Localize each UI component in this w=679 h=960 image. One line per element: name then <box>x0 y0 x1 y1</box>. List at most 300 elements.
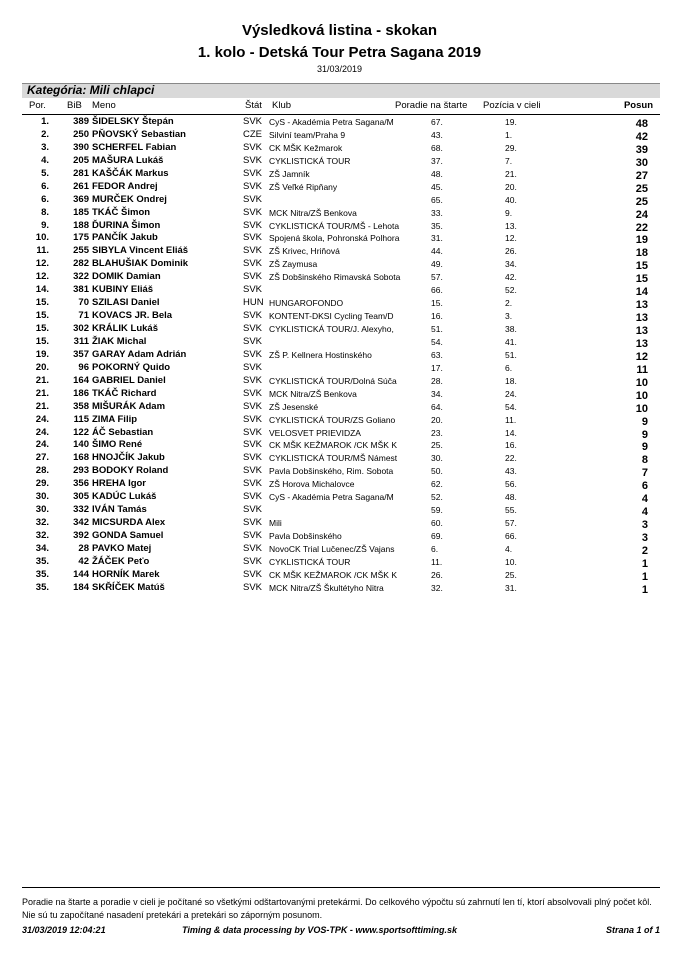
cell-bib: 357 <box>73 348 89 360</box>
cell-bib: 305 <box>73 491 89 503</box>
cell-posun: 13 <box>635 337 648 350</box>
cell-state: SVK <box>243 478 263 490</box>
cell-finish: 18. <box>505 375 517 386</box>
cell-state: SVK <box>243 154 263 166</box>
cell-bib: 311 <box>73 335 89 347</box>
table-row <box>0 297 679 310</box>
table-row <box>0 530 679 543</box>
cell-name: SZILASI Daniel <box>92 297 160 309</box>
cell-por: 6. <box>41 193 49 205</box>
cell-name: MURČEK Ondrej <box>92 193 167 205</box>
category-bar <box>22 83 660 98</box>
cell-state: SVK <box>243 504 263 516</box>
cell-state: SVK <box>243 335 263 347</box>
cell-posun: 3 <box>641 532 648 544</box>
cell-finish: 16. <box>505 440 517 451</box>
cell-state: SVK <box>243 323 263 334</box>
cell-posun: 39 <box>635 143 648 156</box>
cell-club: ZŠ P. Kellnera Hostinského <box>269 349 372 360</box>
cell-start: 48. <box>431 168 443 179</box>
table-row <box>0 414 679 427</box>
cell-bib: 185 <box>73 206 89 218</box>
cell-por: 3. <box>41 141 49 153</box>
cell-por: 5. <box>41 167 49 179</box>
cell-bib: 184 <box>73 581 89 593</box>
cell-posun: 15 <box>635 260 648 273</box>
cell-por: 35. <box>35 555 49 567</box>
col-por: Por. <box>29 100 46 111</box>
cell-bib: 281 <box>73 167 89 179</box>
col-finish: Pozícia v cieli <box>483 100 541 111</box>
cell-name: PAVKO Matej <box>92 542 152 554</box>
cell-posun: 22 <box>635 221 648 234</box>
cell-state: SVK <box>243 542 263 554</box>
cell-posun: 1 <box>641 583 648 596</box>
table-row <box>0 427 679 440</box>
cell-bib: 205 <box>73 154 89 166</box>
cell-state: SVK <box>243 348 263 360</box>
page-subtitle: 1. kolo - Detská Tour Petra Sagana 2019 <box>197 44 482 61</box>
cell-bib: 144 <box>73 568 89 580</box>
cell-posun: 8 <box>641 454 648 467</box>
table-row <box>0 258 679 271</box>
cell-start: 20. <box>431 414 443 425</box>
cell-bib: 358 <box>73 400 89 412</box>
cell-bib: 140 <box>73 439 89 451</box>
cell-por: 21. <box>35 374 49 386</box>
cell-name: ŠIDELSKY Štepán <box>92 116 174 127</box>
cell-state: SVK <box>243 374 263 386</box>
cell-finish: 20. <box>505 181 517 192</box>
cell-state: SVK <box>243 232 263 244</box>
table-row <box>0 452 679 465</box>
cell-state: SVK <box>243 465 263 477</box>
cell-club: MCK Nitra/ZŠ Škultétyho Nitra <box>269 582 384 593</box>
cell-finish: 55. <box>505 505 517 516</box>
cell-club: CYKLISTICKÁ TOUR/Dolná Súča <box>269 375 397 386</box>
cell-start: 69. <box>431 531 443 541</box>
event-date: 31/03/2019 <box>316 64 363 74</box>
cell-finish: 52. <box>505 285 517 296</box>
cell-posun: 42 <box>635 130 648 143</box>
cell-posun: 10 <box>635 389 648 402</box>
cell-por: 11. <box>36 245 49 257</box>
cell-finish: 51. <box>505 349 517 360</box>
table-row <box>0 207 679 220</box>
cell-start: 28. <box>431 375 443 386</box>
cell-bib: 369 <box>73 193 89 205</box>
cell-posun: 10 <box>635 402 648 415</box>
cell-posun: 3 <box>641 519 648 532</box>
cell-bib: 188 <box>73 219 89 231</box>
cell-start: 54. <box>431 336 443 347</box>
cell-start: 15. <box>431 298 443 309</box>
cell-finish: 22. <box>505 453 517 464</box>
table-row <box>0 142 679 155</box>
cell-state: SVK <box>243 581 263 593</box>
cell-posun: 9 <box>641 415 648 428</box>
cell-start: 59. <box>431 505 443 516</box>
cell-posun: 48 <box>635 118 648 130</box>
cell-por: 1. <box>41 116 49 127</box>
cell-name: GABRIEL Daniel <box>92 374 166 386</box>
cell-name: SIBYLA Vincent Eliáš <box>92 245 189 257</box>
cell-finish: 57. <box>505 518 517 529</box>
table-row <box>0 336 679 349</box>
cell-bib: 122 <box>73 426 89 438</box>
cell-state: HUN <box>243 297 264 309</box>
cell-finish: 41. <box>505 336 517 347</box>
cell-name: BODOKY Roland <box>92 465 169 477</box>
col-state: Štát <box>245 100 262 111</box>
cell-name: HORNÍK Marek <box>92 568 160 580</box>
cell-name: DOMIK Damian <box>92 271 161 283</box>
cell-bib: 71 <box>78 310 89 322</box>
cell-name: MIŠURÁK Adam <box>92 400 166 412</box>
cell-finish: 13. <box>505 220 517 231</box>
cell-club: MCK Nitra/ZŠ Benkova <box>269 388 357 399</box>
cell-name: TKÁČ Richard <box>92 387 157 399</box>
cell-finish: 2. <box>505 298 513 309</box>
cell-name: HNOJČÍK Jakub <box>92 452 165 464</box>
cell-state: SVK <box>243 452 263 464</box>
cell-finish: 34. <box>505 259 517 270</box>
cell-finish: 14. <box>505 427 517 438</box>
cell-posun: 25 <box>635 195 648 208</box>
table-row <box>0 543 679 556</box>
cell-start: 52. <box>431 492 443 503</box>
cell-state: SVK <box>243 180 263 192</box>
table-row <box>0 129 679 142</box>
cell-name: BLAHUŠIAK Dominik <box>92 258 189 270</box>
cell-por: 29. <box>35 478 49 490</box>
cell-bib: 261 <box>73 180 89 192</box>
cell-bib: 390 <box>73 141 89 153</box>
table-header <box>0 100 679 114</box>
cell-state: SVK <box>243 271 263 283</box>
cell-posun: 15 <box>635 273 648 286</box>
cell-name: PŇOVSKÝ Sebastian <box>92 128 186 140</box>
cell-bib: 392 <box>73 530 89 541</box>
cell-state: SVK <box>243 284 263 296</box>
cell-club: ZŠ Jesenské <box>269 401 319 412</box>
cell-name: MAŠURA Lukáš <box>92 154 164 166</box>
cell-state: SVK <box>243 568 263 580</box>
cell-por: 15. <box>35 297 49 309</box>
cell-state: SVK <box>243 206 263 218</box>
cell-por: 35. <box>35 581 49 593</box>
cell-bib: 115 <box>73 413 89 425</box>
cell-name: KAŠČÁK Markus <box>92 167 169 179</box>
cell-finish: 6. <box>505 362 513 373</box>
cell-por: 34. <box>35 542 49 554</box>
table-row <box>0 284 679 297</box>
cell-por: 24. <box>35 439 49 451</box>
cell-name: GONDA Samuel <box>92 530 164 541</box>
col-club: Klub <box>272 100 292 111</box>
footer-page: Strana 1 of 1 <box>605 925 660 935</box>
cell-posun: 1 <box>641 570 648 583</box>
table-row <box>0 155 679 168</box>
cell-bib: 342 <box>73 517 89 529</box>
cell-state: SVK <box>243 426 263 438</box>
cell-bib: 42 <box>78 555 89 567</box>
cell-start: 37. <box>431 155 443 166</box>
cell-start: 65. <box>431 194 443 205</box>
cell-name: KOVACS JR. Bela <box>92 310 173 322</box>
cell-start: 33. <box>431 207 443 218</box>
cell-finish: 7. <box>505 155 513 166</box>
cell-club: Pavla Dobšinského <box>269 531 342 541</box>
cell-start: 31. <box>431 233 443 244</box>
cell-club: ZŠ Dobšinského Rimavská Sobota <box>269 272 401 283</box>
cell-finish: 29. <box>505 142 517 153</box>
cell-bib: 186 <box>73 387 89 399</box>
cell-posun: 25 <box>635 182 648 195</box>
footer-divider <box>22 887 660 888</box>
cell-club: Mili <box>269 518 282 529</box>
cell-por: 24. <box>35 426 49 438</box>
cell-start: 57. <box>431 272 443 283</box>
table-row <box>0 517 679 530</box>
cell-start: 23. <box>431 427 443 438</box>
cell-start: 50. <box>431 466 443 477</box>
cell-club: CK MŠK Kežmarok <box>269 142 343 153</box>
cell-name: KRÁLIK Lukáš <box>92 323 158 334</box>
cell-start: 43. <box>431 129 443 140</box>
cell-start: 64. <box>431 401 443 412</box>
cell-name: ŠIMO René <box>92 439 143 451</box>
cell-posun: 27 <box>635 169 648 182</box>
cell-name: SKŘÍČEK Matúš <box>92 581 165 593</box>
cell-name: PANČÍK Jakub <box>92 232 158 244</box>
cell-posun: 13 <box>635 299 648 312</box>
cell-posun: 2 <box>641 544 648 557</box>
cell-club: CYKLISTICKÁ TOUR <box>269 556 351 567</box>
cell-name: ŽIAK Michal <box>92 335 147 347</box>
cell-finish: 54. <box>505 401 517 412</box>
cell-por: 2. <box>41 128 49 140</box>
cell-posun: 18 <box>635 247 648 260</box>
table-row <box>0 220 679 233</box>
cell-state: SVK <box>243 491 263 503</box>
cell-por: 4. <box>41 154 49 166</box>
cell-club: Pavla Dobšinského, Rim. Sobota <box>269 466 394 477</box>
cell-state: SVK <box>243 258 263 270</box>
cell-start: 63. <box>431 349 443 360</box>
cell-state: SVK <box>243 400 263 412</box>
cell-club: HUNGAROFONDO <box>269 298 344 309</box>
cell-name: ŽÁČEK Peťo <box>92 555 150 567</box>
table-row <box>0 491 679 504</box>
table-row <box>0 323 679 336</box>
cell-posun: 7 <box>641 467 648 480</box>
cell-state: SVK <box>243 413 263 425</box>
cell-start: 68. <box>431 142 443 153</box>
cell-por: 30. <box>35 491 49 503</box>
cell-posun: 11 <box>636 363 648 376</box>
cell-finish: 3. <box>505 311 513 322</box>
table-row <box>0 556 679 569</box>
cell-bib: 255 <box>73 245 89 257</box>
header-divider <box>22 114 660 115</box>
cell-start: 49. <box>431 259 443 270</box>
cell-club: KONTENT-DKSI Cycling Team/D <box>269 311 394 322</box>
cell-finish: 56. <box>505 479 517 490</box>
table-row <box>0 465 679 478</box>
cell-por: 32. <box>35 517 49 529</box>
cell-finish: 9. <box>505 207 513 218</box>
cell-bib: 282 <box>73 258 89 270</box>
cell-finish: 10. <box>505 556 517 567</box>
cell-posun: 24 <box>635 208 648 221</box>
cell-por: 12. <box>35 258 49 270</box>
cell-finish: 21. <box>505 168 517 179</box>
cell-club: CK MŠK KEŽMAROK /CK MŠK K <box>269 440 397 451</box>
cell-name: ZIMA Filip <box>92 413 138 425</box>
cell-posun: 1 <box>641 557 648 570</box>
cell-club: Spojená škola, Pohronská Polhora <box>269 233 400 244</box>
cell-name: ĎURINA Šimon <box>92 219 161 231</box>
cell-finish: 12. <box>505 233 517 244</box>
cell-finish: 40. <box>505 194 517 205</box>
cell-name: KUBINY Eliáš <box>92 284 154 296</box>
cell-finish: 25. <box>505 569 517 580</box>
results-table <box>0 116 679 595</box>
cell-name: TKÁČ Šimon <box>92 206 151 218</box>
table-row <box>0 245 679 258</box>
cell-finish: 31. <box>505 582 517 593</box>
cell-por: 14. <box>35 284 49 296</box>
cell-finish: 48. <box>505 492 517 503</box>
cell-state: SVK <box>243 361 263 373</box>
cell-finish: 66. <box>505 531 517 541</box>
cell-posun: 9 <box>641 441 648 454</box>
cell-por: 32. <box>35 530 49 541</box>
cell-finish: 26. <box>505 246 517 257</box>
cell-finish: 38. <box>505 324 517 334</box>
cell-club: ZŠ Krivec, Hriňová <box>269 246 340 257</box>
cell-club: ZŠ Zaymusa <box>269 259 318 270</box>
cell-name: GARAY Adam Adrián <box>92 348 187 360</box>
cell-posun: 4 <box>641 506 648 519</box>
cell-start: 30. <box>431 453 443 464</box>
cell-bib: 302 <box>73 323 89 334</box>
cell-bib: 168 <box>73 452 89 464</box>
col-start: Poradie na štarte <box>395 100 468 111</box>
cell-bib: 381 <box>73 284 89 296</box>
footer-credit: Timing & data processing by VOS-TPK - www.sportsofttiming.sk <box>182 925 458 935</box>
cell-por: 6. <box>41 180 49 192</box>
cell-state: SVK <box>243 439 263 451</box>
cell-name: ÁČ Sebastian <box>92 426 154 438</box>
cell-bib: 293 <box>73 465 89 477</box>
cell-club: CYKLISTICKÁ TOUR/MŠ - Lehota <box>269 220 400 231</box>
table-row <box>0 194 679 207</box>
cell-start: 35. <box>431 220 443 231</box>
cell-bib: 322 <box>73 271 89 283</box>
cell-bib: 164 <box>73 374 89 386</box>
cell-start: 45. <box>431 181 443 192</box>
cell-por: 20. <box>35 361 49 373</box>
cell-state: SVK <box>243 387 263 399</box>
cell-por: 9. <box>41 219 49 231</box>
table-row <box>0 362 679 375</box>
table-row <box>0 310 679 323</box>
cell-por: 21. <box>35 387 49 399</box>
cell-start: 44. <box>431 246 443 257</box>
cell-state: SVK <box>243 555 263 567</box>
cell-bib: 250 <box>73 128 89 140</box>
cell-state: SVK <box>243 530 263 541</box>
cell-posun: 13 <box>635 312 648 325</box>
cell-bib: 356 <box>73 478 89 490</box>
cell-posun: 14 <box>635 286 648 299</box>
cell-por: 10. <box>35 232 49 244</box>
cell-por: 28. <box>35 465 49 477</box>
table-row <box>0 168 679 181</box>
cell-start: 67. <box>431 117 443 127</box>
cell-por: 15. <box>35 335 49 347</box>
cell-finish: 19. <box>505 117 517 127</box>
cell-state: SVK <box>243 116 263 127</box>
cell-club: MCK Nitra/ZŠ Benkova <box>269 207 357 218</box>
cell-start: 51. <box>431 324 443 334</box>
cell-club: CYKLISTICKÁ TOUR/MŠ Námest <box>269 453 398 464</box>
cell-start: 6. <box>431 543 439 554</box>
cell-club: ZŠ Horova Michalovce <box>269 479 355 490</box>
cell-start: 66. <box>431 285 443 296</box>
footer-note: Poradie na štarte a poradie v cieli je počítané so všetkými odštartovanými pretekármi. Do celkového výpočtu sú zahrnutí len tí, ktorí absolvovali plný počet kôl. Nie sú tu započítané nasadení pretekári a pretekári so záporným posunom. <box>22 897 652 920</box>
cell-club: ZŠ Veľké Ripňany <box>269 181 338 192</box>
cell-posun: 6 <box>641 480 648 493</box>
cell-name: IVÁN Tamás <box>92 504 147 516</box>
cell-posun: 9 <box>641 428 648 441</box>
cell-bib: 175 <box>73 232 89 244</box>
cell-start: 62. <box>431 479 443 490</box>
table-row <box>0 349 679 362</box>
cell-bib: 389 <box>73 116 89 127</box>
cell-por: 19. <box>35 348 49 360</box>
cell-club: CYKLISTICKÁ TOUR/ZS Goliano <box>269 414 396 425</box>
cell-posun: 19 <box>635 234 648 247</box>
cell-state: SVK <box>243 193 263 205</box>
cell-por: 30. <box>35 504 49 516</box>
table-row <box>0 504 679 517</box>
cell-start: 17. <box>431 362 443 373</box>
cell-name: FEDOR Andrej <box>92 180 158 192</box>
category-label: Kategória: Mili chlapci <box>27 83 155 97</box>
cell-posun: 13 <box>635 325 648 337</box>
cell-posun: 4 <box>641 493 648 506</box>
table-row <box>0 582 679 595</box>
cell-state: CZE <box>243 128 262 140</box>
table-row <box>0 569 679 582</box>
cell-club: ZŠ Jamník <box>269 168 310 179</box>
cell-por: 12. <box>35 271 49 283</box>
cell-bib: 96 <box>78 361 89 373</box>
cell-club: NovoCK Trial Lučenec/ZŠ Vajans <box>269 543 395 554</box>
cell-name: MICSURDA Alex <box>92 517 166 529</box>
col-bib: BiB <box>67 100 82 111</box>
cell-start: 25. <box>431 440 443 451</box>
cell-por: 8. <box>41 206 49 218</box>
table-row <box>0 478 679 491</box>
cell-start: 26. <box>431 569 443 580</box>
cell-posun: 30 <box>635 156 648 169</box>
cell-name: HREHA Igor <box>92 478 147 490</box>
cell-state: SVK <box>243 219 263 231</box>
